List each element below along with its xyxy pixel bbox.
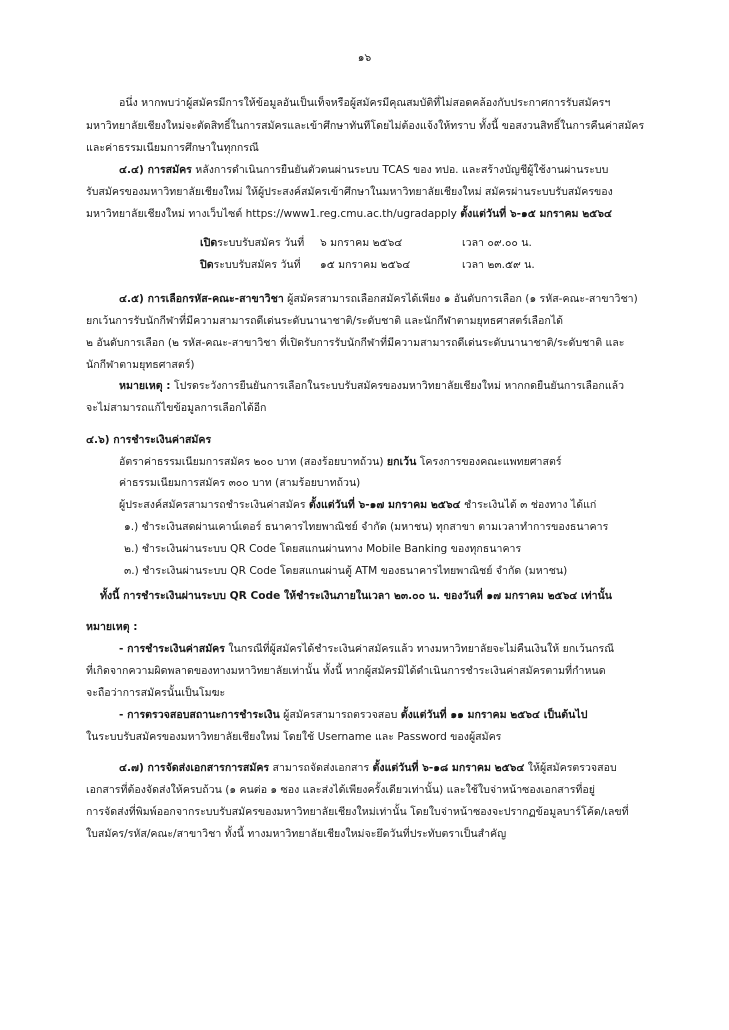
s47-tail: ให้ผู้สมัครตรวจสอบ <box>527 762 617 774</box>
note-1-title: - การชำระเงินค่าสมัคร <box>119 643 225 655</box>
note-2-line-2: ในระบบรับสมัครของมหาวิทยาลัยเชียงใหม่ โดยใช้ Username และ Password ของผู้สมัคร <box>86 731 502 743</box>
pay-tail: ชำระเงินได้ ๓ ช่องทาง ได้แก่ <box>463 499 597 511</box>
s45-text-1: ผู้สมัครสามารถเลือกสมัครได้เพียง ๑ อันดับการเลือก (๑ รหัส-คณะ-สาขาวิชา) <box>287 293 638 305</box>
payment-channel-3: ๓.) ชำระเงินผ่านระบบ QR Code โดยสแกนผ่านตู้ ATM ของธนาคารไทยพาณิชย์ จำกัด (มหาชน) <box>124 565 568 577</box>
s44-heading: ๔.๔) การสมัคร <box>119 164 192 176</box>
close-label <box>200 255 301 275</box>
s44-line-1 <box>119 160 608 180</box>
s47-heading: ๔.๗) การจัดส่งเอกสารการสมัคร <box>119 762 270 774</box>
s47-period: ตั้งแต่วันที่ ๖-๑๘ มกราคม ๒๕๖๔ <box>372 762 525 774</box>
s44-line-3 <box>86 204 612 224</box>
s44-text-1: หลังการดำเนินการยืนยันตัวตนผ่านระบบ TCAS ของ ทปอ. และสร้างบัญชีผู้ใช้งานผ่านระบบ <box>195 164 609 176</box>
intro-line-2: มหาวิทยาลัยเชียงใหม่จะตัดสิทธิ์ในการสมัครและเข้าศึกษาทันทีโดยไม่ต้องแจ้งให้ทราบ ทั้งนี้ ขอสงวนสิทธิ์ในการคืนค่าสมัคร <box>86 120 645 132</box>
pay-period: ตั้งแต่วันที่ ๖-๑๗ มกราคม ๒๕๖๔ <box>308 499 461 511</box>
note-2-line-1 <box>119 705 587 725</box>
open-rest: ระบบรับสมัคร วันที่ <box>217 237 305 249</box>
open-date: ๖ มกราคม ๒๕๖๔ <box>320 237 403 249</box>
payment-channel-1: ๑.) ชำระเงินสดผ่านเคาน์เตอร์ ธนาคารไทยพาณิชย์ จำกัด (มหาชน) ทุกสาขา ตามเวลาทำการของธนาคาร <box>124 521 609 533</box>
note-1-line-2: ที่เกิดจากความผิดพลาดของทางมหาวิทยาลัยเท่านั้น ทั้งนี้ หากผู้สมัครมิได้ดำเนินการชำระเงินค่าสมัครตามที่กำหนด <box>86 665 606 677</box>
close-date: ๑๕ มกราคม ๒๕๖๔ <box>320 259 411 271</box>
s45-line-3: ๒ อันดับการเลือก (๒ รหัส-คณะ-สาขาวิชา ที่เปิดรับการรับนักกีฬาที่มีความสามารถดีเด่นระดับนานาชาติ/ระดับชาติ และ <box>86 337 625 349</box>
note-2-text: ผู้สมัครสามารถตรวจสอบ <box>283 709 398 721</box>
s44-line-2: รับสมัครของมหาวิทยาลัยเชียงใหม่ ให้ผู้ประสงค์สมัครเข้าศึกษาในมหาวิทยาลัยเชียงใหม่ สมัครผ่านระบบรับสมัครของ <box>86 186 613 198</box>
s47-line-4: ใบสมัคร/รหัส/คณะ/สาขาวิชา ทั้งนี้ ทางมหาวิทยาลัยเชียงใหม่จะยึดวันที่ประทับตราเป็นสำคัญ <box>86 828 507 840</box>
s47-text-1: สามารถจัดส่งเอกสาร <box>272 762 370 774</box>
pay-intro-text: ผู้ประสงค์สมัครสามารถชำระเงินค่าสมัคร <box>119 499 306 511</box>
close-bold: ปิด <box>200 259 214 271</box>
note-1-line-3: จะถือว่าการสมัครนั้นเป็นโมฆะ <box>86 687 226 699</box>
close-time: เวลา ๒๓.๕๙ น. <box>462 259 535 271</box>
s47-line-1 <box>119 758 617 778</box>
s44-website-text: มหาวิทยาลัยเชียงใหม่ ทางเว็บไซต์ https://www1.reg.cmu.ac.th/ugradapply <box>86 208 457 220</box>
open-bold: เปิด <box>200 237 218 249</box>
notes-heading: หมายเหตุ : <box>86 621 138 633</box>
open-time: เวลา ๐๙.๐๐ น. <box>462 237 532 249</box>
open-label <box>200 233 304 253</box>
s46-pay-intro <box>119 495 596 515</box>
s44-period: ตั้งแต่วันที่ ๖-๑๕ มกราคม ๒๕๖๔ <box>460 208 612 220</box>
qr-deadline: ทั้งนี้ การชำระเงินผ่านระบบ QR Code ให้ชำระเงินภายในเวลา ๒๓.๐๐ น. ของวันที่ ๑๗ มกราคม ๒๕๖๔ เท่านั้น <box>100 590 613 602</box>
payment-channel-2: ๒.) ชำระเงินผ่านระบบ QR Code โดยสแกนผ่านทาง Mobile Banking ของทุกธนาคาร <box>124 543 522 555</box>
s45-note-label: หมายเหตุ : <box>119 380 171 392</box>
note-2-title: - การตรวจสอบสถานะการชำระเงิน <box>119 709 280 721</box>
s45-note-line-1 <box>119 376 624 396</box>
note-1-text: ในกรณีที่ผู้สมัครได้ชำระเงินค่าสมัครแล้ว ทางมหาวิทยาลัยจะไม่คืนเงินให้ ยกเว้นกรณี <box>228 643 615 655</box>
fee-except: ยกเว้น <box>386 456 417 468</box>
page-number: ๑๖ <box>357 52 372 64</box>
s46-heading <box>86 430 211 450</box>
s45-line-1 <box>119 289 638 309</box>
fee-standard: อัตราค่าธรรมเนียมการสมัคร ๒๐๐ บาท (สองร้อยบาทถ้วน) <box>119 456 384 468</box>
note-2-date: ตั้งแต่วันที่ ๑๑ มกราคม ๒๕๖๔ เป็นต้นไป <box>400 709 588 721</box>
fee-medicine: โครงการของคณะแพทยศาสตร์ <box>419 456 562 468</box>
s46-heading-text: ๔.๖) การชำระเงินค่าสมัคร <box>86 434 212 446</box>
s47-line-2: เอกสารที่ต้องจัดส่งให้ครบถ้วน (๑ คนต่อ ๑ ซอง และส่งได้เพียงครั้งเดียวเท่านั้น) และใช้ใบจ่าหน้าซองเอกสารที่อยู่ <box>86 784 595 796</box>
s45-note-line-2: จะไม่สามารถแก้ไขข้อมูลการเลือกได้อีก <box>86 402 267 414</box>
intro-line-3: และค่าธรรมเนียมการศึกษาในทุกกรณี <box>86 142 259 154</box>
s47-line-3: การจัดส่งที่พิมพ์ออกจากระบบรับสมัครของมหาวิทยาลัยเชียงใหม่เท่านั้น โดยใบจ่าหน้าซองจะปรากฏข้อมูลบาร์โค้ด/เลขที่ <box>86 806 629 818</box>
close-rest: ระบบรับสมัคร วันที่ <box>213 259 301 271</box>
s46-fee-line-2: ค่าธรรมเนียมการสมัคร ๓๐๐ บาท (สามร้อยบาทถ้วน) <box>119 477 361 489</box>
s45-note-text: โปรดระวังการยืนยันการเลือกในระบบรับสมัครของมหาวิทยาลัยเชียงใหม่ หากกดยืนยันการเลือกแล้ว <box>173 380 625 392</box>
s45-line-2: ยกเว้นการรับนักกีฬาที่มีความสามารถดีเด่นระดับนานาชาติ/ระดับชาติ และนักกีฬาตามยุทธศาสตร์เลือกได้ <box>86 315 564 327</box>
s46-fee-line-1 <box>119 452 562 472</box>
intro-line-1: อนึ่ง หากพบว่าผู้สมัครมีการให้ข้อมูลอันเป็นเท็จหรือผู้สมัครมีคุณสมบัติที่ไม่สอดคล้องกับประกาศการรับสมัครฯ <box>119 97 611 109</box>
s45-line-4: นักกีฬาตามยุทธศาสตร์) <box>86 359 195 371</box>
note-1-line-1 <box>119 639 614 659</box>
s45-heading: ๔.๕) การเลือกรหัส-คณะ-สาขาวิชา <box>119 293 284 305</box>
